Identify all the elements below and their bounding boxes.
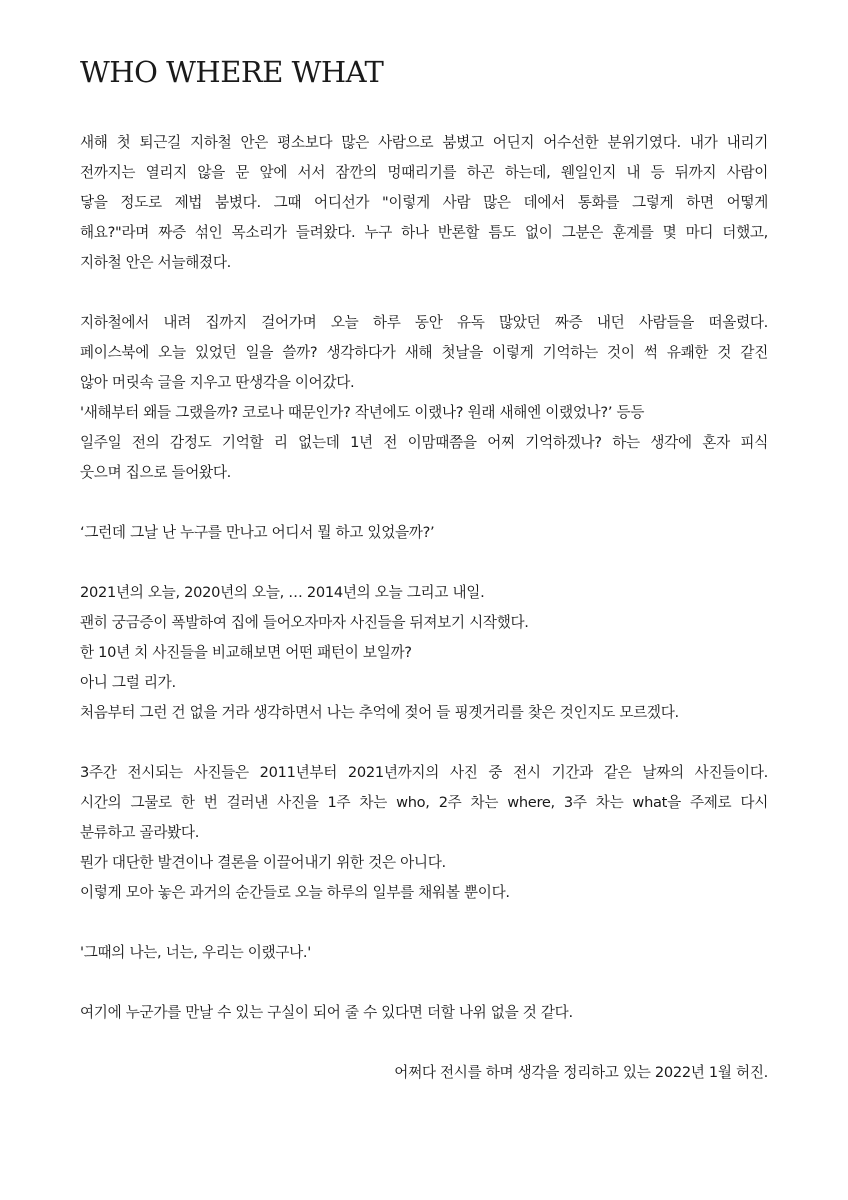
paragraph-line: 지하철에서 내려 집까지 걸어가며 오늘 하루 동안 유독 많았던 짜증 내던 사람들을 떠올렸다. [80, 314, 768, 331]
paragraph-line: 시간의 그물로 한 번 걸러낸 사진을 1주 차는 who, 2주 차는 where, 3주 차는 what을 주제로 다시 [80, 794, 768, 811]
paragraph-line: '그때의 나는, 너는, 우리는 이랬구나.' [80, 944, 311, 961]
document-title: WHO WHERE WHAT [80, 55, 384, 89]
paragraph-line: 일주일 전의 감정도 기억할 리 없는데 1년 전 이맘때쯤을 어찌 기억하겠나? 하는 생각에 혼자 피식 [80, 434, 768, 451]
paragraph-line: 여기에 누군가를 만날 수 있는 구실이 되어 줄 수 있다면 더할 나위 없을 것 같다. [80, 1004, 573, 1021]
paragraph-2 [80, 308, 768, 488]
paragraph-7 [80, 998, 768, 1028]
paragraph-line: 새해 첫 퇴근길 지하철 안은 평소보다 많은 사람으로 붐볐고 어딘지 어수선한 분위기였다. 내가 내리기 [80, 134, 768, 151]
paragraph-line: 않아 머릿속 글을 지우고 딴생각을 이어갔다. [80, 374, 355, 391]
paragraph-line: 분류하고 골라봤다. [80, 824, 200, 841]
paragraph-line: 해요?"라며 짜증 섞인 목소리가 들려왔다. 누구 하나 반론할 틈도 없이 그분은 훈계를 몇 마디 더했고, [80, 224, 768, 241]
paragraph-line: 지하철 안은 서늘해졌다. [80, 254, 231, 271]
paragraph-line: 닿을 정도로 제법 붐볐다. 그때 어디선가 "이렇게 사람 많은 데에서 통화를 그렇게 하면 어떻게 [80, 194, 768, 211]
paragraph-line: 한 10년 치 사진들을 비교해보면 어떤 패턴이 보일까? [80, 644, 412, 661]
document-page [80, 52, 768, 1088]
paragraph-line: 처음부터 그런 건 없을 거라 생각하면서 나는 추억에 젖어 들 핑곗거리를 찾은 것인지도 모르겠다. [80, 704, 679, 721]
paragraph-6-quote [80, 938, 768, 968]
paragraph-5 [80, 758, 768, 908]
paragraph-line: '새해부터 왜들 그랬을까? 코로나 때문인가? 작년에도 이랬나? 원래 새해엔 이랬었나?’ 등등 [80, 404, 645, 421]
paragraph-line: 이렇게 모아 놓은 과거의 순간들로 오늘 하루의 일부를 채워볼 뿐이다. [80, 884, 510, 901]
signature: 어쩌다 전시를 하며 생각을 정리하고 있는 2022년 1월 허진. [394, 1064, 768, 1081]
paragraph-line: 페이스북에 오늘 있었던 일을 쓸까? 생각하다가 새해 첫날을 이렇게 기억하는 것이 썩 유쾌한 것 같진 [80, 344, 768, 361]
paragraph-line: 아니 그럴 리가. [80, 674, 176, 691]
paragraph-3-quote [80, 518, 768, 548]
paragraph-line: 괜히 궁금증이 폭발하여 집에 들어오자마자 사진들을 뒤져보기 시작했다. [80, 614, 529, 631]
paragraph-line: 웃으며 집으로 들어왔다. [80, 464, 231, 481]
paragraph-4 [80, 578, 768, 728]
paragraph-line: 3주간 전시되는 사진들은 2011년부터 2021년까지의 사진 중 전시 기간과 같은 날짜의 사진들이다. [80, 764, 768, 781]
paragraph-line: ‘그런데 그날 난 누구를 만나고 어디서 뭘 하고 있었을까?’ [80, 524, 435, 541]
paragraph-line: 전까지는 열리지 않을 문 앞에 서서 잠깐의 멍때리기를 하곤 하는데, 웬일인지 내 등 뒤까지 사람이 [80, 164, 768, 181]
paragraph-1 [80, 128, 768, 278]
paragraph-line: 뭔가 대단한 발견이나 결론을 이끌어내기 위한 것은 아니다. [80, 854, 446, 871]
paragraph-line: 2021년의 오늘, 2020년의 오늘, … 2014년의 오늘 그리고 내일. [80, 584, 485, 601]
